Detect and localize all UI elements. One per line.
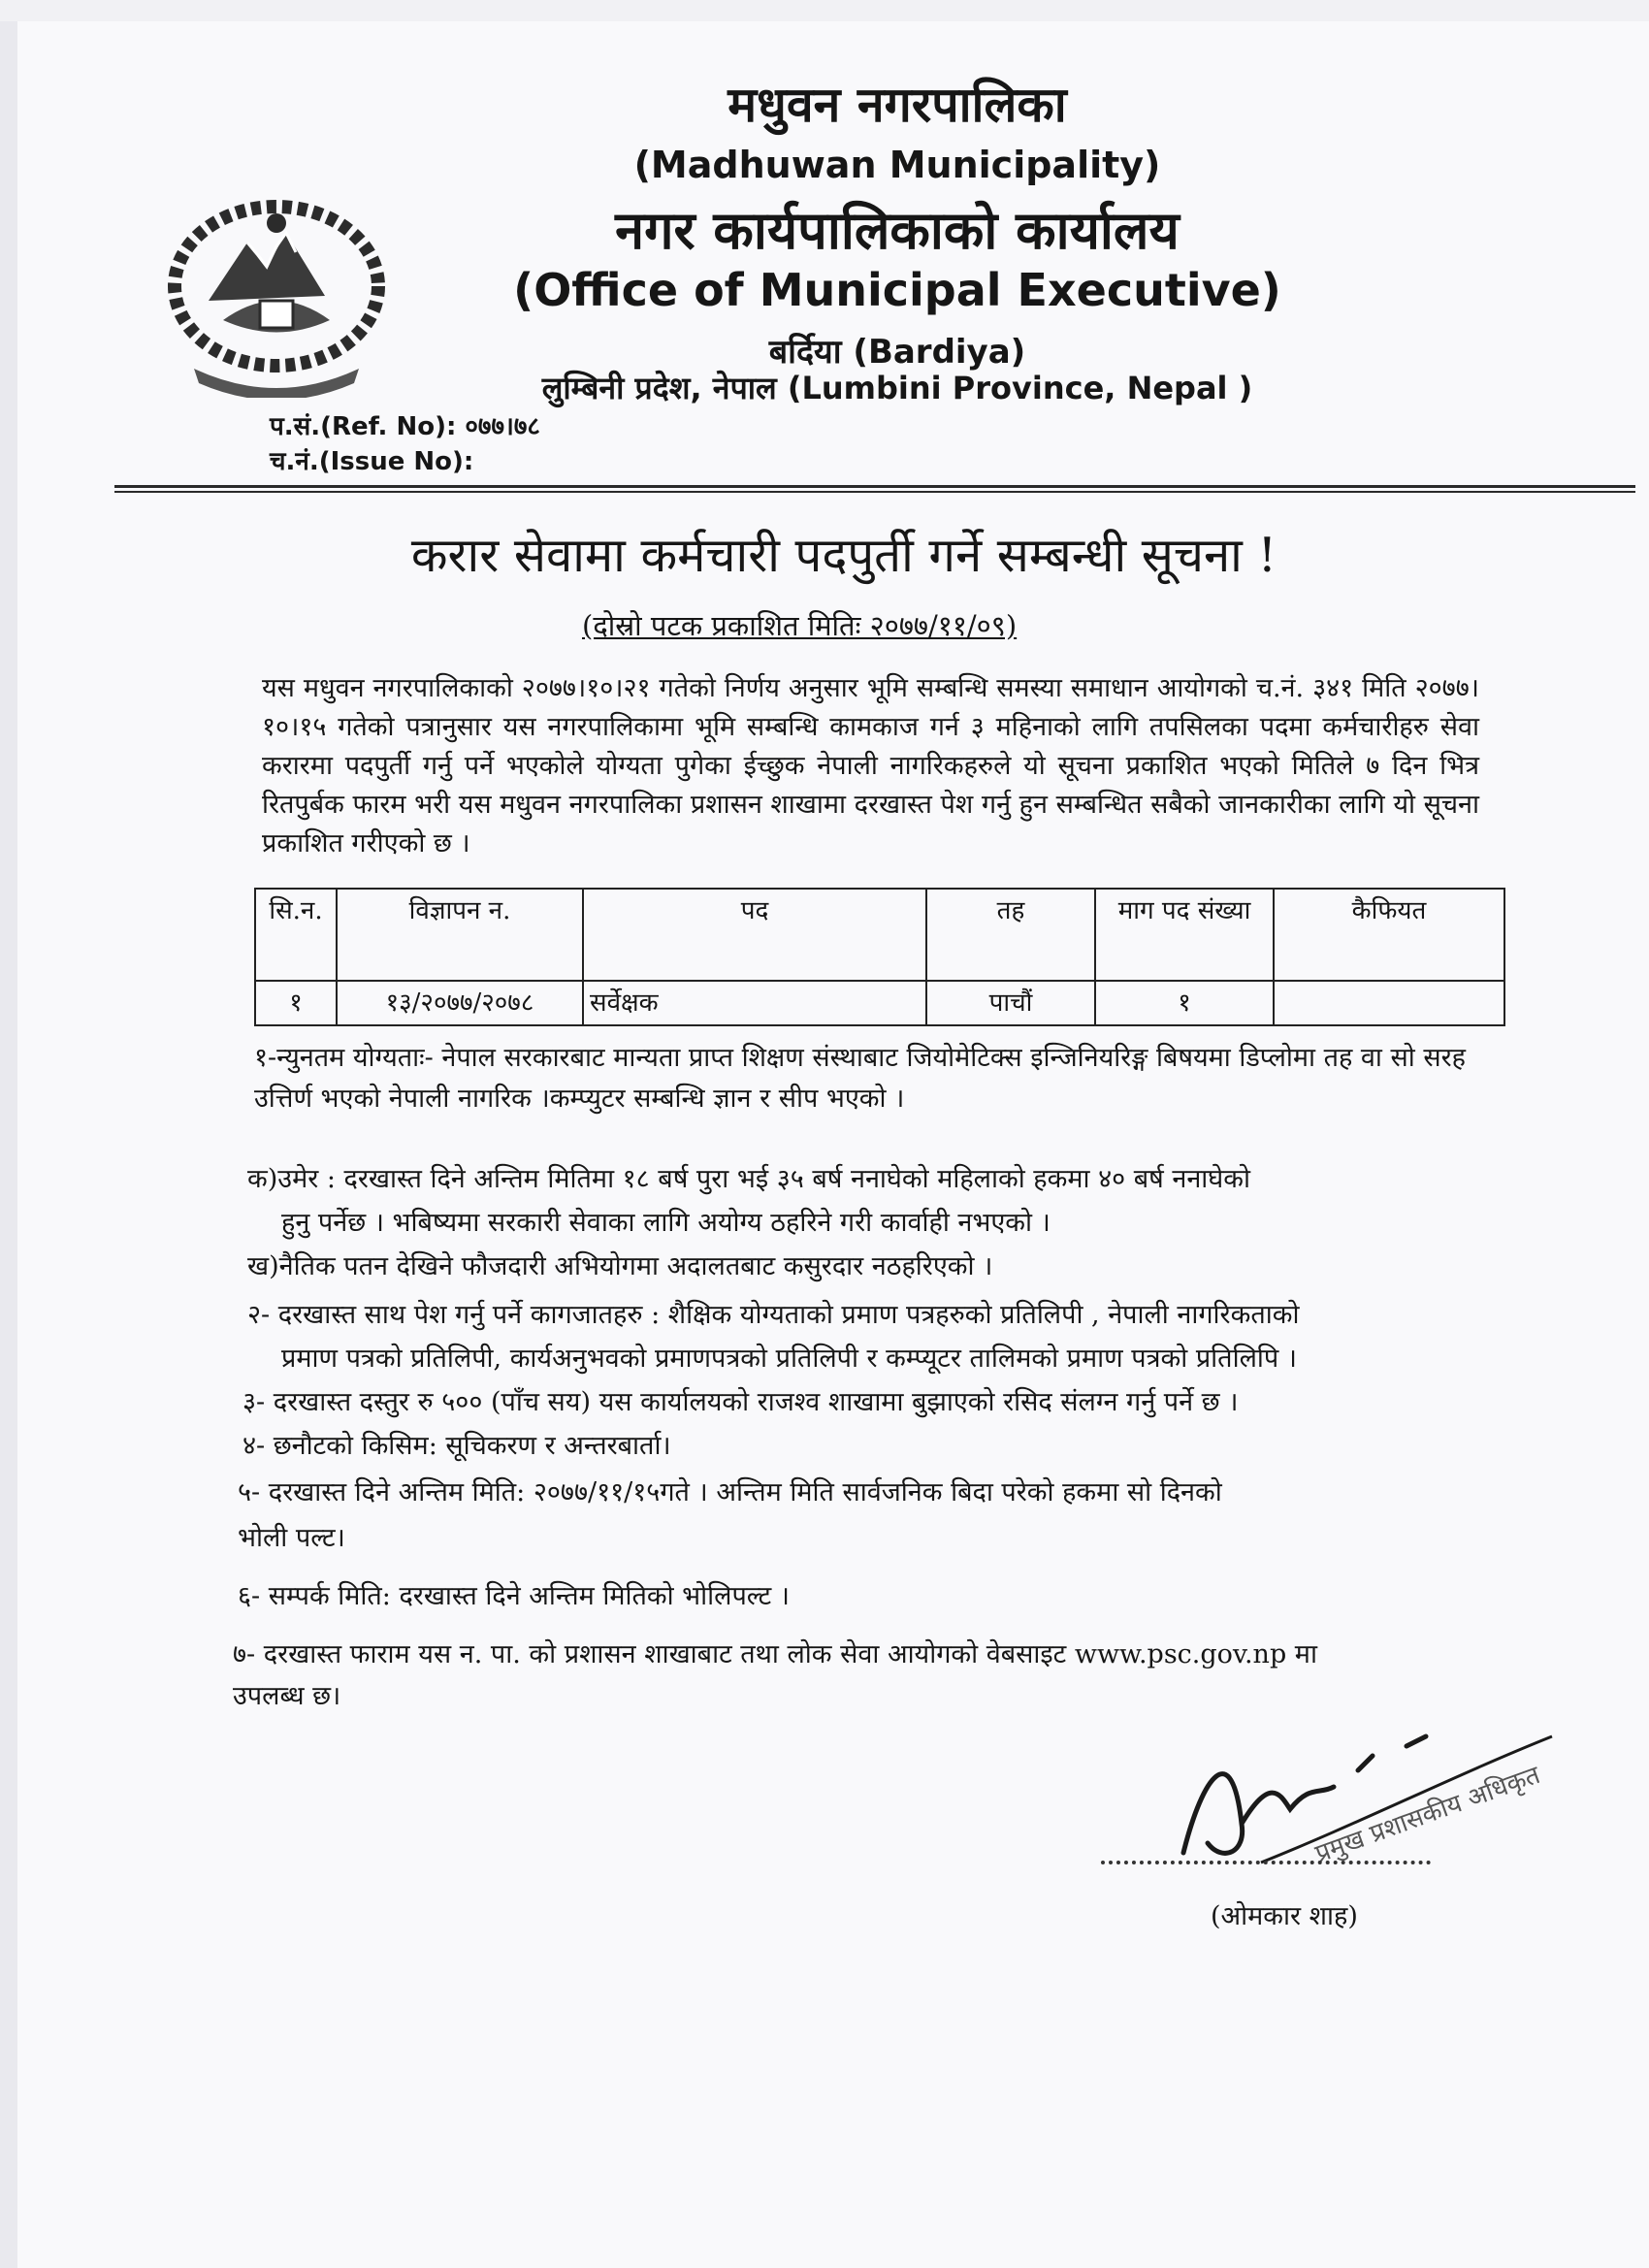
- table-cell: सर्वेक्षक: [583, 981, 926, 1025]
- officer-stamp: प्रमुख प्रशासकीय अधिकृत: [1311, 1760, 1544, 1869]
- condition-fee-3: ३- दरखास्त दस्तुर रु ५०० (पाँच सय) यस कार्यालयको राजश्व शाखामा बुझाएको रसिद संलग्न गर्नु पर्ने छ ।: [242, 1387, 1239, 1417]
- column-header: पद: [583, 889, 926, 981]
- column-header: सि.न.: [255, 889, 337, 981]
- issue-number: च.नं.(Issue No):: [270, 447, 474, 476]
- office-name-en: (Office of Municipal Executive): [513, 264, 1281, 316]
- condition-docs-2b: प्रमाण पत्रको प्रतिलिपी, कार्यअनुभवको प्रमाणपत्रको प्रतिलिपी र कम्प्यूटर तालिमको प्रमाण पत्रको प्रतिलिपि ।: [281, 1344, 1298, 1374]
- condition-docs-2a: २- दरखास्त साथ पेश गर्नु पर्ने कागजातहरु : शैक्षिक योग्यताको प्रमाण पत्रहरुको प्रतिलिपी , नेपाली नागरिकताको: [247, 1300, 1300, 1330]
- province: लुम्बिनी प्रदेश, नेपाल (Lumbini Province, Nepal ): [541, 370, 1253, 406]
- table-cell: १३/२०७७/२०७८: [337, 981, 583, 1025]
- scan-edge-top: [0, 0, 1649, 21]
- ref-number: प.सं.(Ref. No): ०७७।७८: [270, 412, 540, 441]
- condition-moral-b: ख)नैतिक पतन देखिने फौजदारी अभियोगमा अदालतबाट कसुरदार नठहरिएको ।: [247, 1251, 993, 1281]
- nepal-emblem-icon: [155, 184, 398, 398]
- condition-selection-4: ४- छनौटको किसिम: सूचिकरण र अन्तरबार्ता।: [242, 1431, 671, 1461]
- notice-paragraph: यस मधुवन नगरपालिकाको २०७७।१०।२१ गतेको निर्णय अनुसार भूमि सम्बन्धि समस्या समाधान आयोगको च.नं. ३४१ मिति २०७७।१०।१५ गतेको पत्रानुसार यस नगरपालिकामा भूमि सम्बन्धि कामकाज गर्न ३ महिनाको लागि तपसिलका पदमा कर्मचारीहरु सेवा करारमा पदपुर्ती गर्नु पर्ने भएकोले योग्यता पुगेका ईच्छुक नेपाली नागरिकहरुले यो सूचना प्रकाशित भएको मितिले ७ दिन भित्र रितपुर्बक फारम भरी यस मधुवन नगरपालिका प्रशासन शाखामा दरखास्त पेश गर्नु हुन सम्बन्धित सबैको जानकारीका लागि यो सूचना प्रकाशित गरीएको छ ।: [262, 673, 1479, 859]
- table-header-row: [255, 889, 1504, 981]
- table-cell: १: [255, 981, 337, 1025]
- condition-age-a2: हुनु पर्नेछ । भबिष्यमा सरकारी सेवाका लागि अयोग्य ठहरिने गरी कार्वाही नभएको ।: [281, 1208, 1051, 1238]
- municipality-name-en: (Madhuwan Municipality): [633, 144, 1161, 186]
- condition-deadline-5b: भोली पल्ट।: [238, 1523, 345, 1553]
- column-header: विज्ञापन न.: [337, 889, 583, 981]
- notice-title: करार सेवामा कर्मचारी पदपुर्ती गर्ने सम्बन्धी सूचना !: [410, 528, 1277, 583]
- condition-contact-6: ६- सम्पर्क मिति: दरखास्त दिने अन्तिम मितिको भोलिपल्ट ।: [238, 1581, 790, 1611]
- table-cell: पाचौं: [926, 981, 1095, 1025]
- condition-deadline-5a: ५- दरखास्त दिने अन्तिम मिति: २०७७/११/१५गते । अन्तिम मिति सार्वजनिक बिदा परेको हकमा सो दिनको: [238, 1477, 1222, 1507]
- scan-edge: [0, 0, 17, 2268]
- condition-qualification: १-न्युनतम योग्यताः- नेपाल सरकारबाट मान्यता प्राप्त शिक्षण संस्थाबाट जियोमेटिक्स इन्जिनियरिङ्ग बिषयमा डिप्लोमा तह वा सो सरह उत्तिर्ण भएको नेपाली नागरिक ।कम्प्युटर सम्बन्धि ज्ञान र सीप भएको ।: [254, 1043, 1466, 1114]
- district: बर्दिया (Bardiya): [768, 333, 1026, 372]
- condition-age-a1: क)उमेर : दरखास्त दिने अन्तिम मितिमा १८ बर्ष पुरा भई ३५ बर्ष ननाघेको महिलाको हकमा ४० बर्ष ननाघेको: [247, 1164, 1250, 1194]
- signature-mark: [1164, 1717, 1571, 1882]
- header-divider: [114, 485, 1635, 488]
- table-cell: [1274, 981, 1504, 1025]
- condition-form-7b: उपलब्ध छ।: [233, 1681, 341, 1711]
- table-cell: १: [1095, 981, 1274, 1025]
- signature-line: [1101, 1861, 1431, 1864]
- office-name-np: नगर कार्यपालिकाको कार्यालय: [615, 200, 1180, 261]
- notice-subtitle: (दोस्रो पटक प्रकाशित मितिः २०७७/११/०९): [582, 609, 1018, 642]
- municipality-name-np: मधुवन नगरपालिका: [728, 77, 1067, 133]
- column-header: कैफियत: [1274, 889, 1504, 981]
- column-header: तह: [926, 889, 1095, 981]
- signatory-name: (ओमकार शाह): [1211, 1901, 1358, 1931]
- header-divider-inner: [114, 491, 1635, 493]
- vacancy-table: [254, 888, 1505, 1026]
- condition-form-7a: ७- दरखास्त फाराम यस न. पा. को प्रशासन शाखाबाट तथा लोक सेवा आयोगको वेबसाइट www.psc.gov.np मा: [233, 1639, 1317, 1669]
- column-header: माग पद संख्या: [1095, 889, 1274, 981]
- table-row: [255, 981, 1504, 1025]
